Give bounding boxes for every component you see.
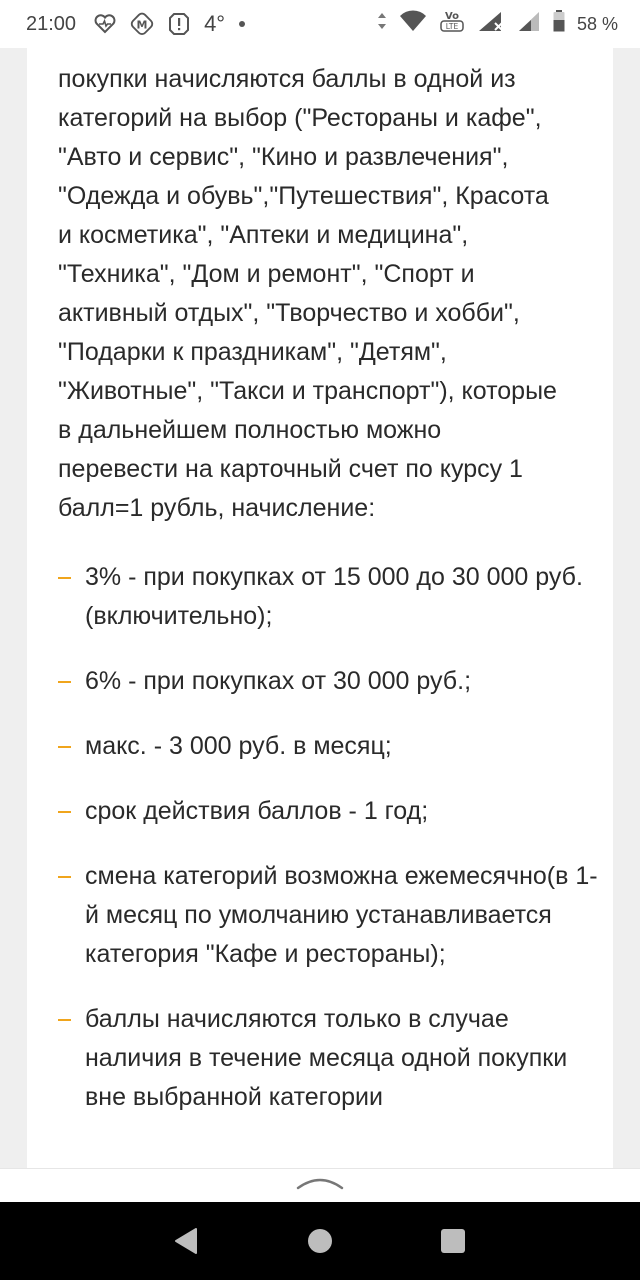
alert-shield-icon <box>168 12 190 36</box>
list-item-text: макс. - 3 000 руб. в месяц; <box>85 732 392 760</box>
list-item <box>58 727 598 766</box>
paragraph-line: покупки начисляются баллы в одной из <box>58 65 516 93</box>
navigation-bar <box>0 1202 640 1280</box>
battery-percent: 58 % <box>576 13 618 34</box>
dash-bullet-icon <box>58 681 71 683</box>
dash-bullet-icon <box>58 746 71 748</box>
svg-text:M: M <box>136 18 148 32</box>
list-item-text: 6% - при покупках от 30 000 руб.; <box>85 667 472 695</box>
temperature: 4° <box>204 11 226 36</box>
home-icon <box>306 1227 334 1255</box>
back-icon <box>172 1226 202 1256</box>
list-item <box>58 558 598 636</box>
paragraph-line: "Подарки к праздникам", "Детям", <box>58 338 447 366</box>
paragraph-line: активный отдых", "Творчество и хобби", <box>58 299 520 327</box>
dash-bullet-icon <box>58 1019 71 1021</box>
paragraph-line: и косметика", "Аптеки и медицина", <box>58 221 469 249</box>
conditions-list <box>58 558 598 1143</box>
dash-bullet-icon <box>58 577 71 579</box>
paragraph-line: перевести на карточный счет по курсу 1 <box>58 455 523 483</box>
paragraph-line: "Техника", "Дом и ремонт", "Спорт и <box>58 260 475 288</box>
list-item <box>58 662 598 701</box>
list-item-text: срок действия баллов - 1 год; <box>85 797 429 825</box>
article-card <box>27 48 613 1168</box>
volte-icon <box>439 8 465 40</box>
paragraph-line: "Животные", "Такси и транспорт"), которые <box>58 377 557 405</box>
heart-pulse-icon <box>94 14 116 34</box>
list-item-text: баллы начисляются только в случае наличия в течение месяца одной покупки вне выбранной категории <box>85 1005 568 1111</box>
svg-text:Vo: Vo <box>444 11 459 22</box>
paragraph-line: в дальнейшем полностью можно <box>58 416 442 444</box>
article-paragraph <box>58 60 588 528</box>
list-item-text: 3% - при покупках от 15 000 до 30 000 руб. (включительно); <box>85 563 583 630</box>
paragraph-line: "Одежда и обувь","Путешествия", Красота <box>58 182 549 210</box>
paragraph-line: балл=1 рубль, начисление: <box>58 494 376 522</box>
dash-bullet-icon <box>58 876 71 878</box>
back-button[interactable] <box>157 1211 217 1271</box>
wifi-icon <box>399 10 427 38</box>
battery-icon <box>553 10 565 38</box>
home-button[interactable] <box>290 1211 350 1271</box>
metro-icon <box>130 12 154 36</box>
dash-bullet-icon <box>58 811 71 813</box>
paragraph-line: "Авто и сервис", "Кино и развлечения", <box>58 143 509 171</box>
list-item-text: смена категорий возможна ежемесячно(в 1-й месяц по умолчанию устанавливается категория "Кафе и рестораны); <box>85 862 598 968</box>
collapse-bar[interactable] <box>0 1168 640 1202</box>
paragraph-line: категорий на выбор ("Рестораны и кафе", <box>58 104 542 132</box>
list-item <box>58 857 598 974</box>
clock: 21:00 <box>26 12 77 35</box>
list-item <box>58 792 598 831</box>
chevron-up-icon[interactable] <box>296 1175 344 1196</box>
svg-text:LTE: LTE <box>445 22 459 31</box>
notification-dot-icon <box>239 21 245 27</box>
status-bar <box>0 0 640 48</box>
recents-icon <box>439 1227 467 1255</box>
data-arrows-icon <box>377 11 387 37</box>
signal-icon <box>517 10 541 38</box>
recents-button[interactable] <box>423 1211 483 1271</box>
list-item <box>58 1000 598 1117</box>
signal-x-icon <box>477 10 505 38</box>
